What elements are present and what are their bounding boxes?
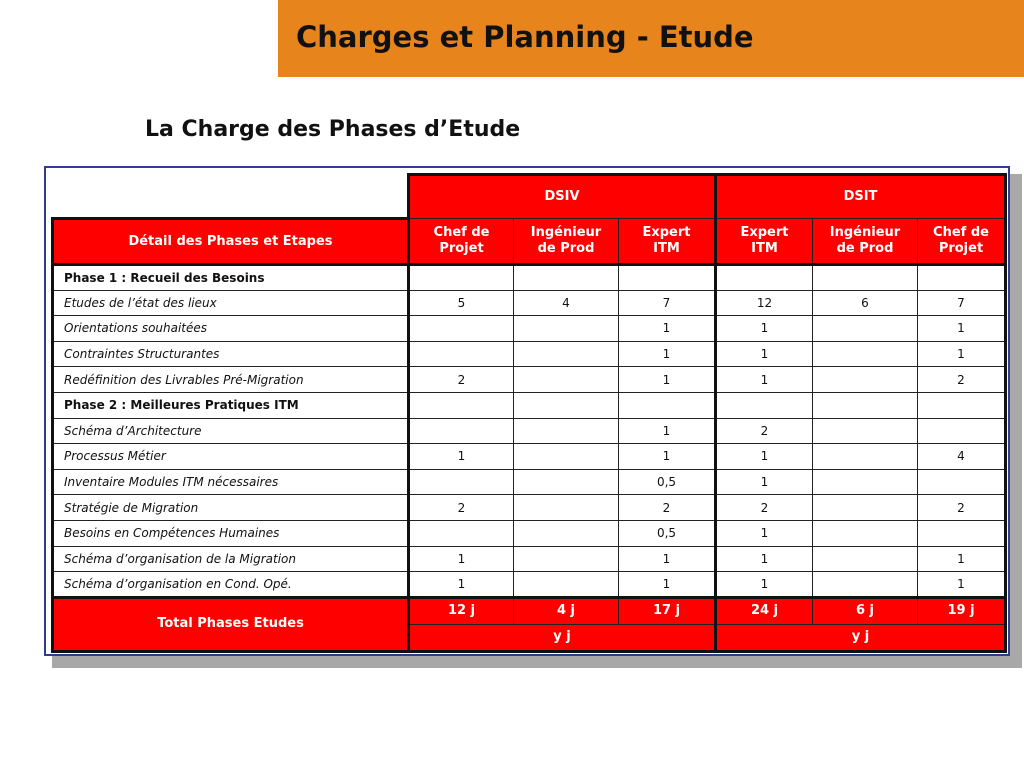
column-header: Chef de Projet bbox=[409, 219, 514, 265]
value-cell bbox=[514, 316, 619, 342]
group-total-cell: y j bbox=[409, 624, 716, 651]
value-cell: 6 bbox=[813, 290, 918, 316]
value-cell bbox=[813, 572, 918, 598]
value-cell: 1 bbox=[716, 444, 813, 470]
value-cell bbox=[409, 418, 514, 444]
value-cell bbox=[918, 418, 1006, 444]
value-cell: 1 bbox=[918, 316, 1006, 342]
table-row bbox=[53, 444, 1006, 470]
value-cell bbox=[514, 341, 619, 367]
value-cell bbox=[918, 265, 1006, 291]
value-cell: 4 bbox=[514, 290, 619, 316]
value-cell bbox=[716, 392, 813, 418]
value-cell: 1 bbox=[918, 546, 1006, 572]
value-cell bbox=[409, 316, 514, 342]
value-cell bbox=[813, 392, 918, 418]
group-header-dsit: DSIT bbox=[716, 175, 1006, 219]
value-cell: 0,5 bbox=[619, 520, 716, 546]
step-label: Inventaire Modules ITM nécessaires bbox=[53, 469, 409, 495]
value-cell: 1 bbox=[619, 546, 716, 572]
value-cell: 1 bbox=[409, 444, 514, 470]
value-cell: 2 bbox=[918, 495, 1006, 521]
value-cell bbox=[813, 341, 918, 367]
value-cell: 1 bbox=[619, 418, 716, 444]
step-label: Contraintes Structurantes bbox=[53, 341, 409, 367]
value-cell: 1 bbox=[409, 546, 514, 572]
value-cell: 1 bbox=[619, 341, 716, 367]
value-cell bbox=[813, 469, 918, 495]
value-cell: 12 bbox=[716, 290, 813, 316]
table-row bbox=[53, 367, 1006, 393]
value-cell: 1 bbox=[716, 520, 813, 546]
value-cell bbox=[514, 572, 619, 598]
section-subtitle: La Charge des Phases d’Etude bbox=[145, 117, 521, 142]
table-row bbox=[53, 290, 1006, 316]
value-cell bbox=[514, 392, 619, 418]
value-cell: 2 bbox=[716, 418, 813, 444]
table-row bbox=[53, 316, 1006, 342]
value-cell: 2 bbox=[918, 367, 1006, 393]
value-cell bbox=[409, 520, 514, 546]
value-cell bbox=[813, 418, 918, 444]
step-label: Schéma d’organisation de la Migration bbox=[53, 546, 409, 572]
value-cell bbox=[813, 520, 918, 546]
value-cell: 1 bbox=[716, 341, 813, 367]
value-cell bbox=[514, 418, 619, 444]
value-cell bbox=[813, 367, 918, 393]
group-header-row bbox=[53, 175, 1006, 219]
total-cell: 17 j bbox=[619, 597, 716, 624]
value-cell: 1 bbox=[716, 367, 813, 393]
table-row bbox=[53, 495, 1006, 521]
value-cell bbox=[813, 265, 918, 291]
row-header-label: Détail des Phases et Etapes bbox=[53, 219, 409, 265]
value-cell bbox=[409, 341, 514, 367]
value-cell bbox=[918, 520, 1006, 546]
value-cell: 2 bbox=[619, 495, 716, 521]
value-cell bbox=[813, 546, 918, 572]
column-header: Ingénieur de Prod bbox=[514, 219, 619, 265]
charge-table bbox=[51, 173, 1007, 653]
value-cell: 1 bbox=[716, 316, 813, 342]
step-label: Stratégie de Migration bbox=[53, 495, 409, 521]
value-cell bbox=[918, 392, 1006, 418]
value-cell: 1 bbox=[619, 367, 716, 393]
value-cell bbox=[409, 265, 514, 291]
page-title: Charges et Planning - Etude bbox=[296, 20, 754, 54]
value-cell bbox=[918, 469, 1006, 495]
value-cell: 1 bbox=[619, 444, 716, 470]
value-cell bbox=[514, 444, 619, 470]
group-header-dsiv: DSIV bbox=[409, 175, 716, 219]
table-row bbox=[53, 341, 1006, 367]
value-cell bbox=[514, 495, 619, 521]
value-cell: 5 bbox=[409, 290, 514, 316]
table-row bbox=[53, 546, 1006, 572]
phase-row bbox=[53, 265, 1006, 291]
table-row bbox=[53, 418, 1006, 444]
value-cell bbox=[813, 444, 918, 470]
value-cell: 1 bbox=[619, 572, 716, 598]
title-bar bbox=[278, 0, 1024, 77]
value-cell bbox=[409, 469, 514, 495]
total-cell: 12 j bbox=[409, 597, 514, 624]
step-label: Schéma d’Architecture bbox=[53, 418, 409, 444]
value-cell: 1 bbox=[716, 546, 813, 572]
value-cell bbox=[619, 392, 716, 418]
value-cell: 7 bbox=[619, 290, 716, 316]
step-label: Etudes de l’état des lieux bbox=[53, 290, 409, 316]
value-cell: 0,5 bbox=[619, 469, 716, 495]
empty-corner-cell bbox=[53, 175, 409, 219]
value-cell: 2 bbox=[409, 495, 514, 521]
step-label: Schéma d’organisation en Cond. Opé. bbox=[53, 572, 409, 598]
value-cell: 1 bbox=[409, 572, 514, 598]
value-cell: 1 bbox=[716, 572, 813, 598]
phase-label: Phase 2 : Meilleures Pratiques ITM bbox=[53, 392, 409, 418]
value-cell: 2 bbox=[409, 367, 514, 393]
total-cell: 19 j bbox=[918, 597, 1006, 624]
value-cell bbox=[409, 392, 514, 418]
phase-label: Phase 1 : Recueil des Besoins bbox=[53, 265, 409, 291]
step-label: Redéfinition des Livrables Pré-Migration bbox=[53, 367, 409, 393]
value-cell bbox=[514, 546, 619, 572]
column-header: Expert ITM bbox=[619, 219, 716, 265]
value-cell bbox=[514, 469, 619, 495]
total-cell: 4 j bbox=[514, 597, 619, 624]
total-cell: 6 j bbox=[813, 597, 918, 624]
column-header: Chef de Projet bbox=[918, 219, 1006, 265]
table-row bbox=[53, 520, 1006, 546]
value-cell bbox=[514, 520, 619, 546]
value-cell: 1 bbox=[918, 572, 1006, 598]
value-cell bbox=[514, 367, 619, 393]
value-cell bbox=[813, 316, 918, 342]
value-cell: 4 bbox=[918, 444, 1006, 470]
table-row bbox=[53, 469, 1006, 495]
value-cell bbox=[813, 495, 918, 521]
value-cell bbox=[514, 265, 619, 291]
value-cell: 7 bbox=[918, 290, 1006, 316]
value-cell: 2 bbox=[716, 495, 813, 521]
total-label: Total Phases Etudes bbox=[53, 597, 409, 651]
total-row bbox=[53, 597, 1006, 624]
phase-row bbox=[53, 392, 1006, 418]
step-label: Besoins en Compétences Humaines bbox=[53, 520, 409, 546]
value-cell: 1 bbox=[716, 469, 813, 495]
column-header: Ingénieur de Prod bbox=[813, 219, 918, 265]
table-row bbox=[53, 572, 1006, 598]
value-cell: 1 bbox=[918, 341, 1006, 367]
step-label: Orientations souhaitées bbox=[53, 316, 409, 342]
column-header-row bbox=[53, 219, 1006, 265]
value-cell bbox=[716, 265, 813, 291]
value-cell: 1 bbox=[619, 316, 716, 342]
total-cell: 24 j bbox=[716, 597, 813, 624]
step-label: Processus Métier bbox=[53, 444, 409, 470]
value-cell bbox=[619, 265, 716, 291]
group-total-cell: y j bbox=[716, 624, 1006, 651]
column-header: Expert ITM bbox=[716, 219, 813, 265]
